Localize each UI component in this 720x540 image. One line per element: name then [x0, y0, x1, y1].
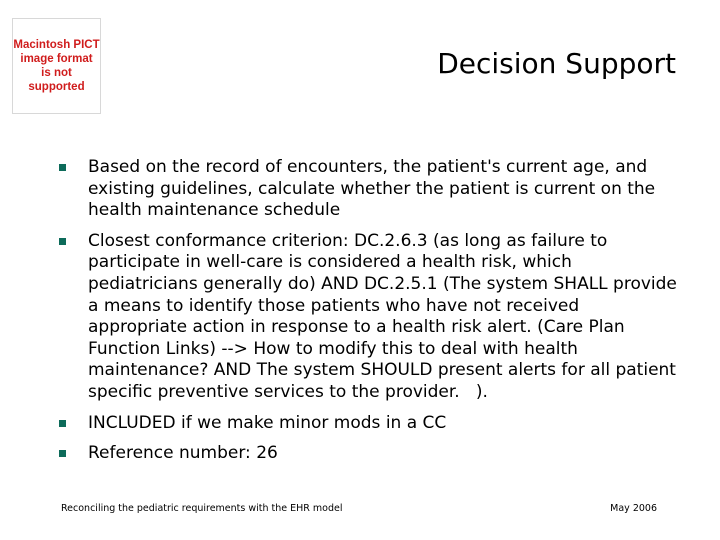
- slide-title: Decision Support: [437, 47, 676, 80]
- placeholder-message: Macintosh PICT image format is not supported: [13, 39, 100, 93]
- bullet-item: [58, 413, 680, 435]
- footer-date: May 2006: [610, 503, 657, 514]
- footer-presentation-title: Reconciling the pediatric requirements with the EHR model: [61, 503, 343, 514]
- bullet-item: [58, 443, 680, 465]
- bullet-item: [58, 157, 680, 222]
- square-bullet-icon: [59, 420, 66, 427]
- unsupported-image-placeholder: [12, 18, 101, 114]
- square-bullet-icon: [59, 164, 66, 171]
- bullet-item: [58, 231, 680, 404]
- bullet-text: Closest conformance criterion: DC.2.6.3 (as long as failure to participate in well-care is considered a health risk, which pediatricians generally do) AND DC.2.5.1 (The system SHALL provide a means to identify those patients who have not received appropriate action in response to a health risk alert. (Care Plan Function Links) --> How to modify this to deal with health maintenance? AND The system SHOULD present alerts for all patient specific preventive services to the provider. ).: [88, 230, 677, 402]
- bullet-text: Based on the record of encounters, the patient's current age, and existing guidelines, calculate whether the patient is current on the health maintenance schedule: [88, 157, 656, 221]
- bullet-list: [58, 157, 680, 474]
- bullet-text: INCLUDED if we make minor mods in a CC: [88, 412, 447, 433]
- square-bullet-icon: [59, 238, 66, 245]
- square-bullet-icon: [59, 450, 66, 457]
- bullet-text: Reference number: 26: [88, 443, 278, 464]
